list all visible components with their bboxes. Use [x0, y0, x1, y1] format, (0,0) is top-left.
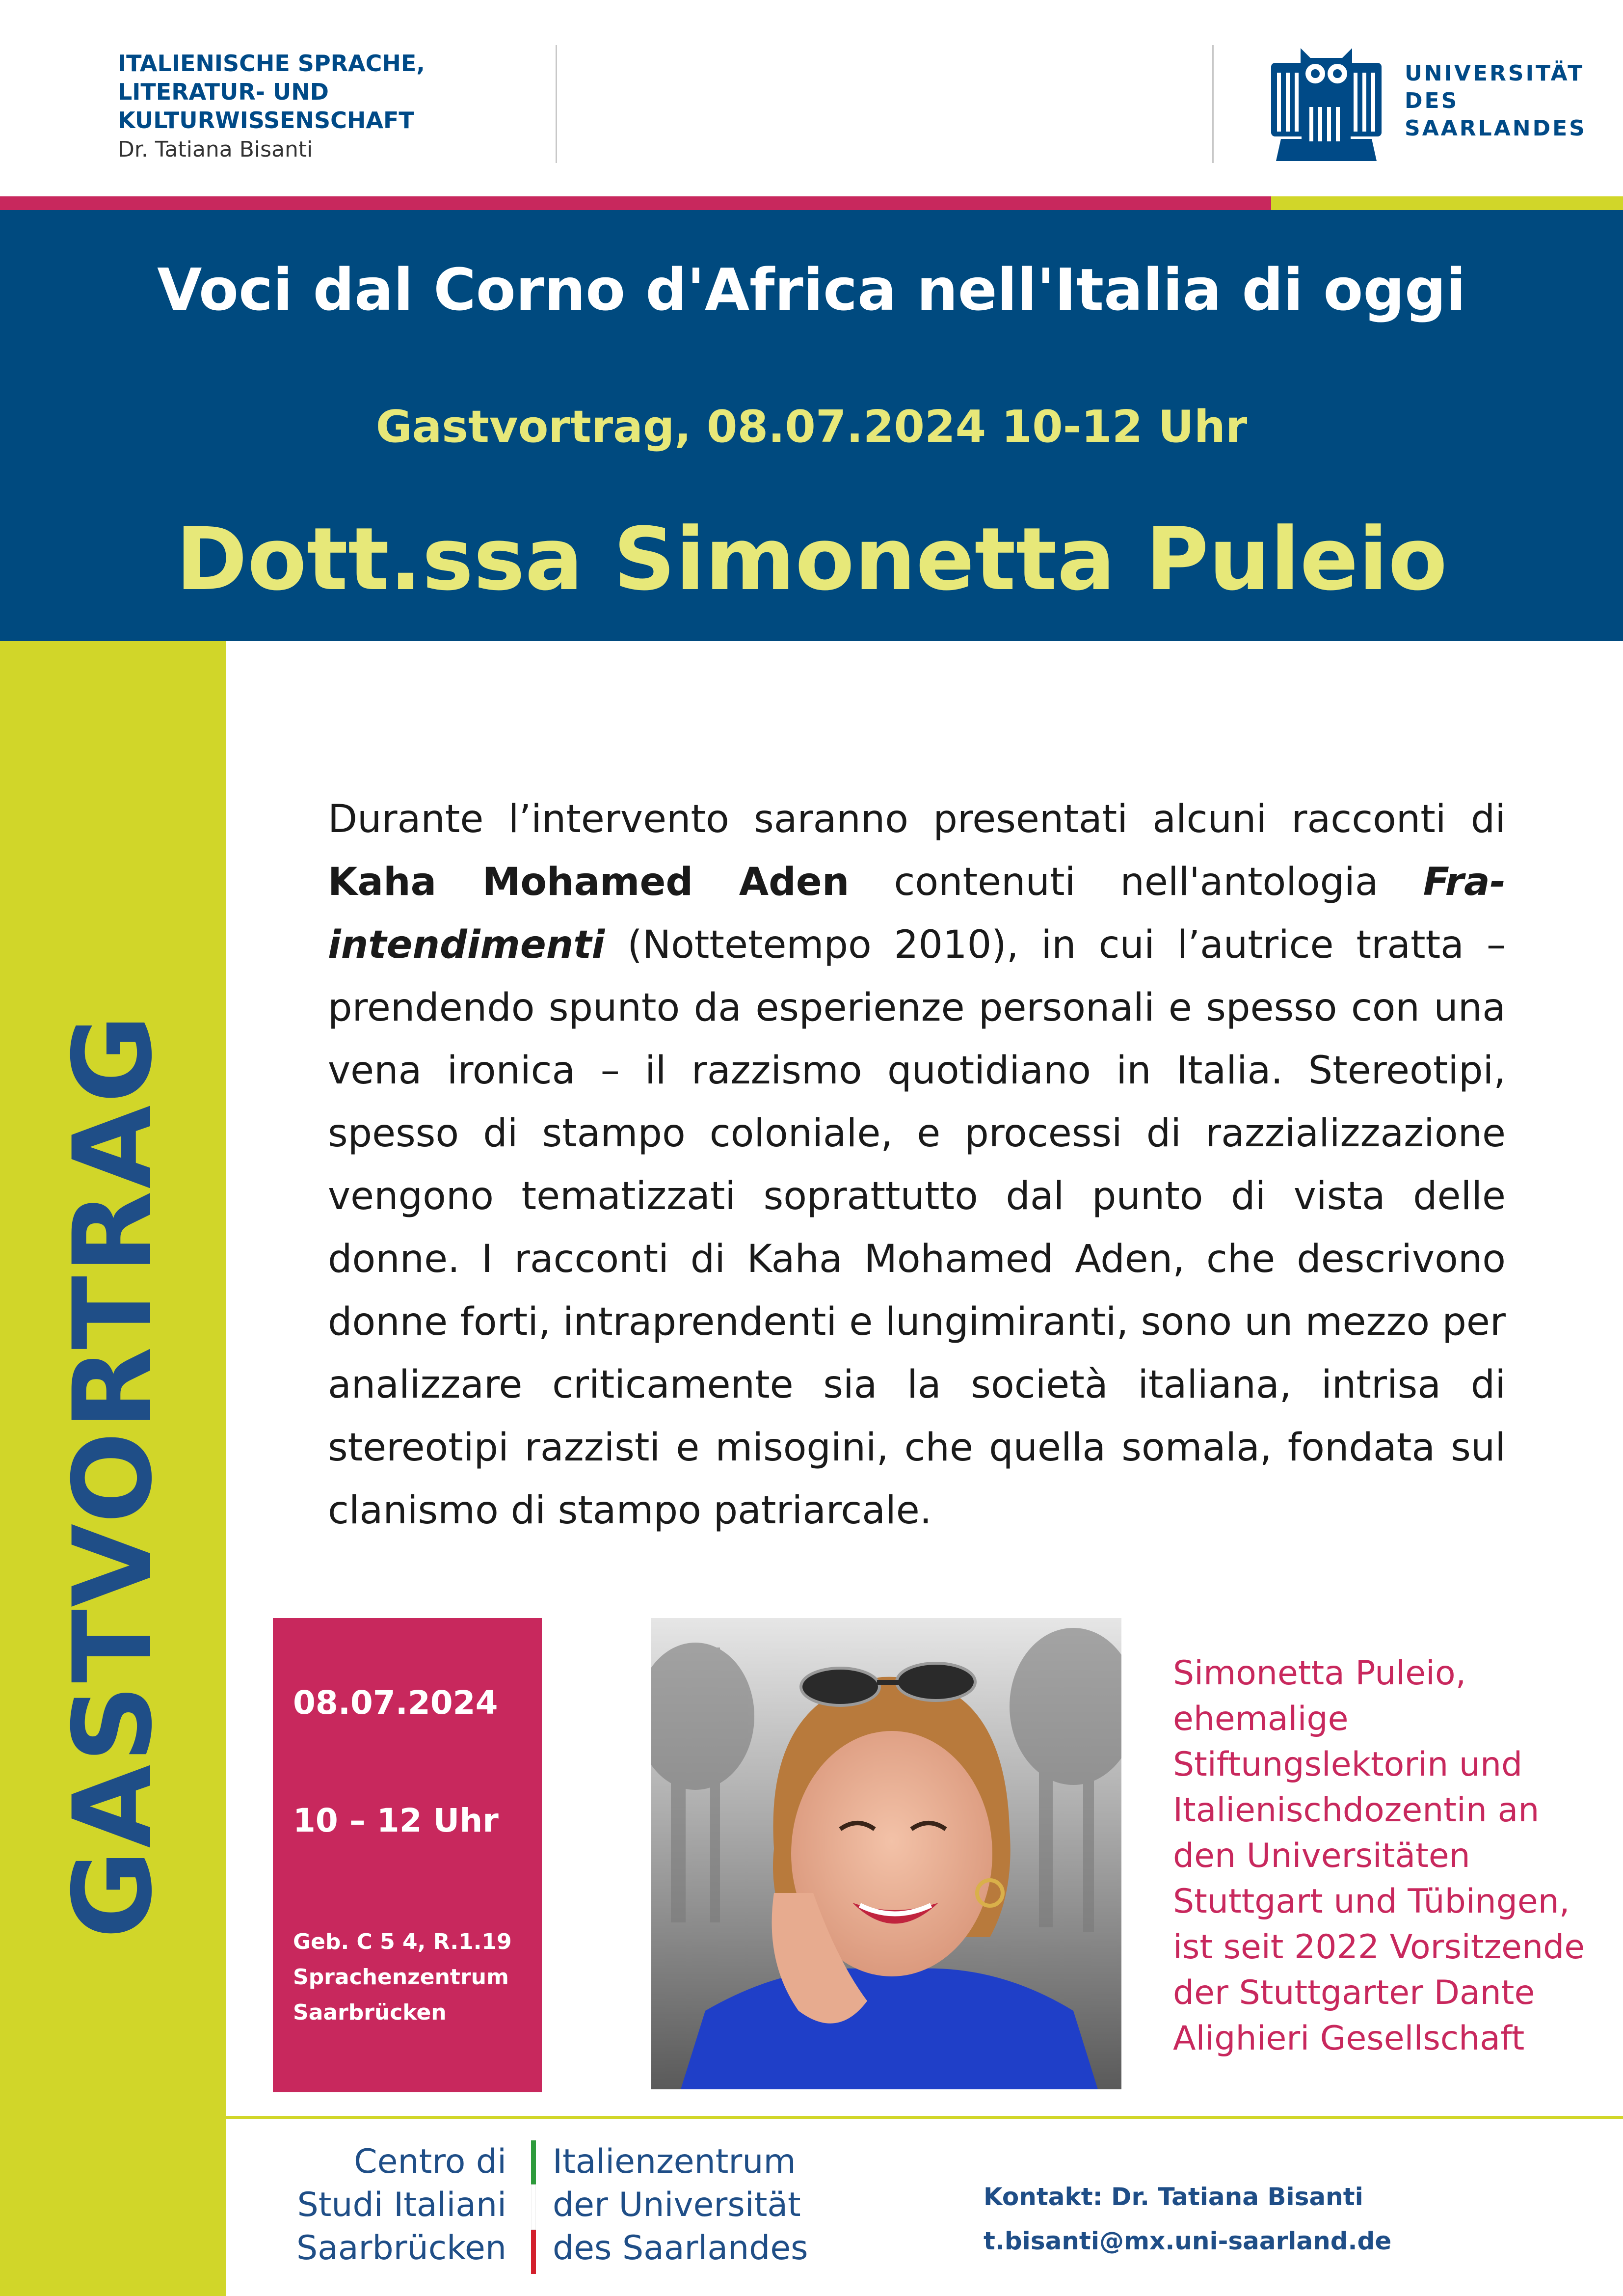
institute-name: [118, 49, 425, 165]
contact-info: [984, 2175, 1391, 2263]
footer-divider: [226, 2116, 1623, 2119]
zentrum-line: des Saarlandes: [553, 2229, 808, 2268]
contact-label: Kontakt: Dr. Tatiana Bisanti: [984, 2183, 1363, 2211]
location-line: Sprachenzentrum: [293, 1965, 509, 1990]
university-line: SAARLANDES: [1405, 116, 1587, 141]
speaker-bio: Simonetta Puleio, ehemalige Stiftungslektorin und Italienischdozentin an den Universitäten Stuttgart und Tübingen, ist seit 2022 Vorsitzende der Stuttgarter Dante Alighieri Gesellschaft: [1173, 1654, 1585, 2058]
italienzentrum-logo: [553, 2140, 808, 2270]
centro-line: Studi Italiani: [297, 2186, 506, 2224]
institute-person: Dr. Tatiana Bisanti: [118, 137, 313, 162]
location-line: Geb. C 5 4, R.1.19: [293, 1929, 512, 1954]
vertical-label: GASTVORTRAG: [50, 1012, 176, 1939]
abstract-part: Durante l’intervento saranno presentati alcuni racconti di: [328, 797, 1506, 841]
event-title: Voci dal Corno d'Africa nell'Italia di oggi: [157, 256, 1466, 324]
contact-email[interactable]: t.bisanti@mx.uni-saarland.de: [984, 2227, 1392, 2255]
author-name: Kaha Mohamed Aden: [328, 860, 850, 904]
accent-strip-yellow: [1271, 196, 1623, 210]
speaker-name: Dott.ssa Simonetta Puleio: [175, 509, 1448, 610]
header-divider: [556, 45, 557, 163]
centro-studi-logo: [275, 2140, 506, 2270]
university-owl-logo-icon: [1271, 43, 1382, 161]
zentrum-line: der Universität: [553, 2186, 801, 2224]
institute-line: ITALIENISCHE SPRACHE,: [118, 50, 425, 77]
institute-line: LITERATUR- UND: [118, 79, 329, 105]
zentrum-line: Italienzentrum: [553, 2142, 796, 2181]
university-line: UNIVERSITÄT: [1405, 61, 1585, 86]
institute-line: KULTURWISSENSCHAFT: [118, 107, 414, 134]
abstract-part: (Nottetempo 2010), in cui l’autrice tratta – prendendo spunto da esperienze personali e spesso con una vena ironica – il razzismo quotidiano in Italia. Stereotipi, spesso di stampo coloniale, e processi di razzializzazione vengono tematizzati soprattutto dal punto di vista delle donne. I racconti di Kaha Mohamed Aden, che descrivono donne forti, intraprendenti e lungimiranti, sono un mezzo per analizzare criticamente sia la società italiana, intrisa di stereotipi razzisti e misogini, che quella somala, fondata sul clanismo di stampo patriarcale.: [328, 923, 1506, 1533]
vertical-label-wrap: [0, 641, 226, 2296]
event-time: 10 – 12 Uhr: [293, 1802, 499, 1839]
event-date: 08.07.2024: [293, 1684, 498, 1722]
centro-line: Saarbrücken: [296, 2229, 506, 2268]
event-location: [293, 1924, 512, 2030]
italian-flag-bar-icon: [531, 2140, 536, 2274]
event-subtitle: Gastvortrag, 08.07.2024 10-12 Uhr: [375, 401, 1248, 453]
abstract-text: [328, 788, 1506, 1542]
accent-strip-magenta: [0, 196, 1271, 210]
university-line: DES: [1405, 88, 1459, 113]
header-divider: [1212, 45, 1214, 163]
university-name: [1405, 60, 1587, 142]
abstract-part: contenuti nell'antologia: [849, 860, 1423, 904]
book-title: Fra-intendimenti: [328, 860, 1506, 967]
speaker-photo: [651, 1618, 1121, 2089]
location-line: Saarbrücken: [293, 2000, 447, 2025]
centro-line: Centro di: [354, 2142, 506, 2181]
